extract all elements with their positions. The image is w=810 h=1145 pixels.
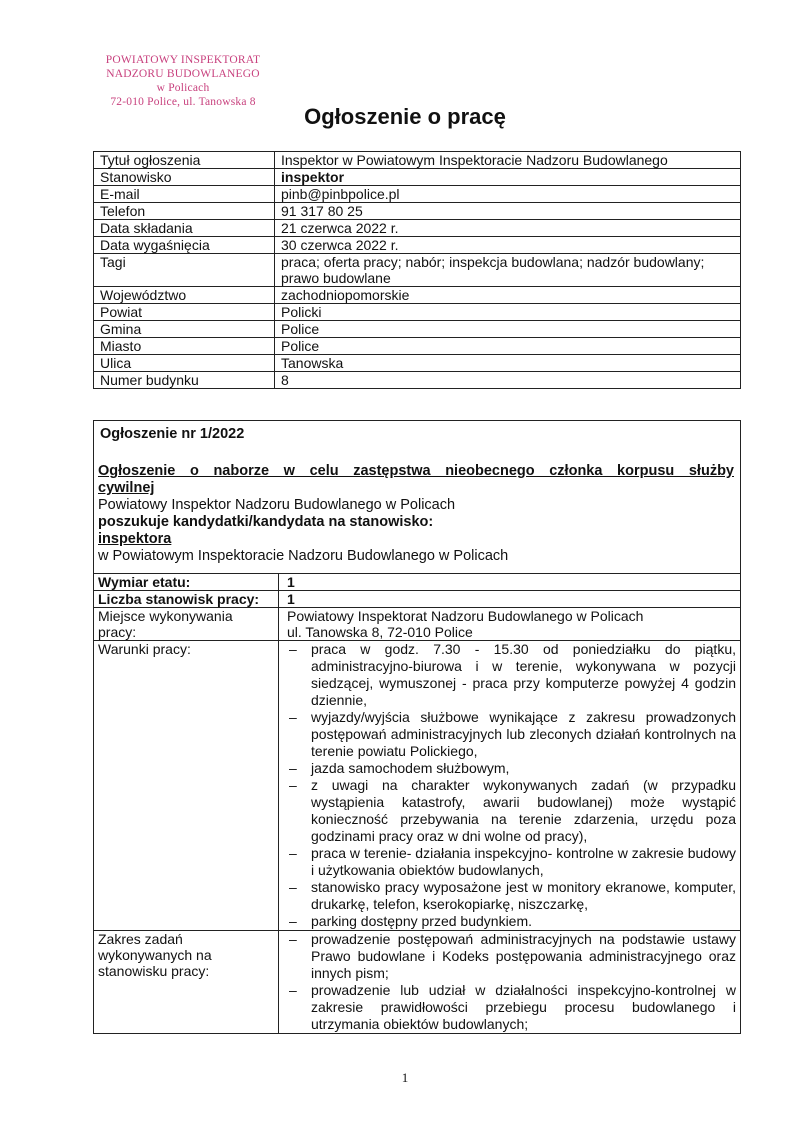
- list-item: – z uwagi na charakter wykonywanych zadań (w przypadku wystąpienia katastrofy, awarii budowlanej) może wystąpić konieczność przebywania na terenie zdarzenia, urzędu poza godzinami pracy oraz w dni wolne od pracy),: [287, 777, 736, 845]
- meta-label: Data wygaśnięcia: [94, 237, 275, 254]
- meta-value: 30 czerwca 2022 r.: [275, 237, 741, 254]
- meta-value: Tanowska: [275, 355, 741, 372]
- meta-label: Województwo: [94, 287, 275, 304]
- meta-label: Numer budynku: [94, 372, 275, 389]
- detail-row-fte: [94, 574, 741, 591]
- stamp-line-4: 72-010 Police, ul. Tanowska 8: [110, 96, 256, 108]
- institution-stamp: [88, 53, 278, 109]
- duties-list: [287, 931, 736, 1033]
- notice-heading-line-1: Ogłoszenie o naborze w celu zastępstwa nieobecnego członka korpusu służby: [98, 463, 734, 479]
- detail-value: [279, 641, 741, 931]
- job-metadata-table: [93, 151, 741, 389]
- meta-label: E-mail: [94, 186, 275, 203]
- announcement-notice: [98, 463, 734, 565]
- detail-value: [279, 931, 741, 1034]
- list-item: – jazda samochodem służbowym,: [287, 760, 736, 777]
- stamp-line-3: w Policach: [156, 82, 210, 94]
- meta-row-street: [94, 355, 741, 372]
- meta-value: Police: [275, 338, 741, 355]
- meta-label: Data składania: [94, 220, 275, 237]
- meta-value: praca; oferta pracy; nabór; inspekcja budowlana; nadzór budowlany; prawo budowlane: [275, 254, 741, 287]
- meta-row-voivodeship: [94, 287, 741, 304]
- detail-label: Wymiar etatu:: [94, 574, 279, 591]
- meta-value: zachodniopomorskie: [275, 287, 741, 304]
- list-item: – wyjazdy/wyjścia służbowe wynikające z zakresu prowadzonych postępowań administracyjnych lub zleconych działań kontrolnych na terenie powiatu Polickiego,: [287, 709, 736, 760]
- meta-value: Police: [275, 321, 741, 338]
- detail-row-workplace: [94, 608, 741, 641]
- workplace-line-1: Powiatowy Inspektorat Nadzoru Budowlanego w Policach: [287, 608, 644, 624]
- meta-row-tags: [94, 254, 741, 287]
- detail-value: [279, 608, 741, 641]
- list-item: – prowadzenie postępowań administracyjnych na podstawie ustawy Prawo budowlane i Kodeks postępowania administracyjnego oraz innych pism;: [287, 931, 736, 982]
- position-name: inspektora: [98, 531, 172, 547]
- meta-value: Policki: [275, 304, 741, 321]
- list-item: – stanowisko pracy wyposażone jest w monitory ekranowe, komputer, drukarkę, telefon, kserokopiarkę, niszczarkę,: [287, 879, 736, 913]
- meta-row-title: [94, 152, 741, 169]
- meta-row-submit-date: [94, 220, 741, 237]
- meta-value: pinb@pinbpolice.pl: [275, 186, 741, 203]
- list-item: – parking dostępny przed budynkiem.: [287, 913, 736, 930]
- meta-label: Ulica: [94, 355, 275, 372]
- meta-row-expiry-date: [94, 237, 741, 254]
- meta-value: inspektor: [275, 169, 741, 186]
- page-title: Ogłoszenie o pracę: [304, 104, 506, 129]
- meta-value: 8: [275, 372, 741, 389]
- meta-row-email: [94, 186, 741, 203]
- workplace-line-2: ul. Tanowska 8, 72-010 Police: [287, 624, 473, 640]
- list-item: – prowadzenie lub udział w działalności inspekcyjno-kontrolnej w zakresie prawidłowości przebiegu procesu budowlanego i utrzymania obiektów budowlanych;: [287, 982, 736, 1033]
- meta-label: Telefon: [94, 203, 275, 220]
- meta-value: 21 czerwca 2022 r.: [275, 220, 741, 237]
- page-number: 1: [401, 1070, 409, 1085]
- detail-label: Liczba stanowisk pracy:: [94, 591, 279, 608]
- detail-row-duties: [94, 931, 741, 1034]
- meta-row-building-number: [94, 372, 741, 389]
- detail-value: 1: [279, 591, 741, 608]
- employer-name: Powiatowy Inspektor Nadzoru Budowlanego w Policach: [98, 497, 456, 513]
- meta-row-position: [94, 169, 741, 186]
- meta-label: Tagi: [94, 254, 275, 287]
- meta-value: 91 317 80 25: [275, 203, 741, 220]
- meta-row-county: [94, 304, 741, 321]
- job-details-table: [93, 573, 741, 1034]
- meta-label: Miasto: [94, 338, 275, 355]
- detail-label: Warunki pracy:: [94, 641, 279, 931]
- meta-label: Tytuł ogłoszenia: [94, 152, 275, 169]
- meta-value: Inspektor w Powiatowym Inspektoracie Nadzoru Budowlanego: [275, 152, 741, 169]
- stamp-line-2: NADZORU BUDOWLANEGO: [106, 68, 260, 80]
- meta-label: Gmina: [94, 321, 275, 338]
- seeking-text: poszukuje kandydatki/kandydata na stanowisko:: [98, 514, 434, 530]
- conditions-list: [287, 641, 736, 930]
- meta-label: Powiat: [94, 304, 275, 321]
- detail-label: Zakres zadań wykonywanych na stanowisku pracy:: [94, 931, 279, 1034]
- notice-heading-line-2: cywilnej: [98, 480, 155, 496]
- detail-row-conditions: [94, 641, 741, 931]
- meta-label: Stanowisko: [94, 169, 275, 186]
- announcement-number: Ogłoszenie nr 1/2022: [100, 426, 245, 442]
- meta-row-commune: [94, 321, 741, 338]
- list-item: – praca w terenie- działania inspekcyjno- kontrolne w zakresie budowy i użytkowania obiektów budowlanych,: [287, 845, 736, 879]
- office-name: w Powiatowym Inspektoracie Nadzoru Budowlanego w Policach: [98, 548, 509, 564]
- detail-label: Miejsce wykonywania pracy:: [94, 608, 279, 641]
- stamp-line-1: POWIATOWY INSPEKTORAT: [105, 54, 261, 66]
- detail-row-count: [94, 591, 741, 608]
- meta-row-phone: [94, 203, 741, 220]
- list-item: – praca w godz. 7.30 - 15.30 od poniedziałku do piątku, administracyjno-biurowa i w terenie, wykonywana w pozycji siedzącej, wymuszonej - praca przy komputerze powyżej 4 godzin dziennie,: [287, 641, 736, 709]
- detail-value: 1: [279, 574, 741, 591]
- meta-row-city: [94, 338, 741, 355]
